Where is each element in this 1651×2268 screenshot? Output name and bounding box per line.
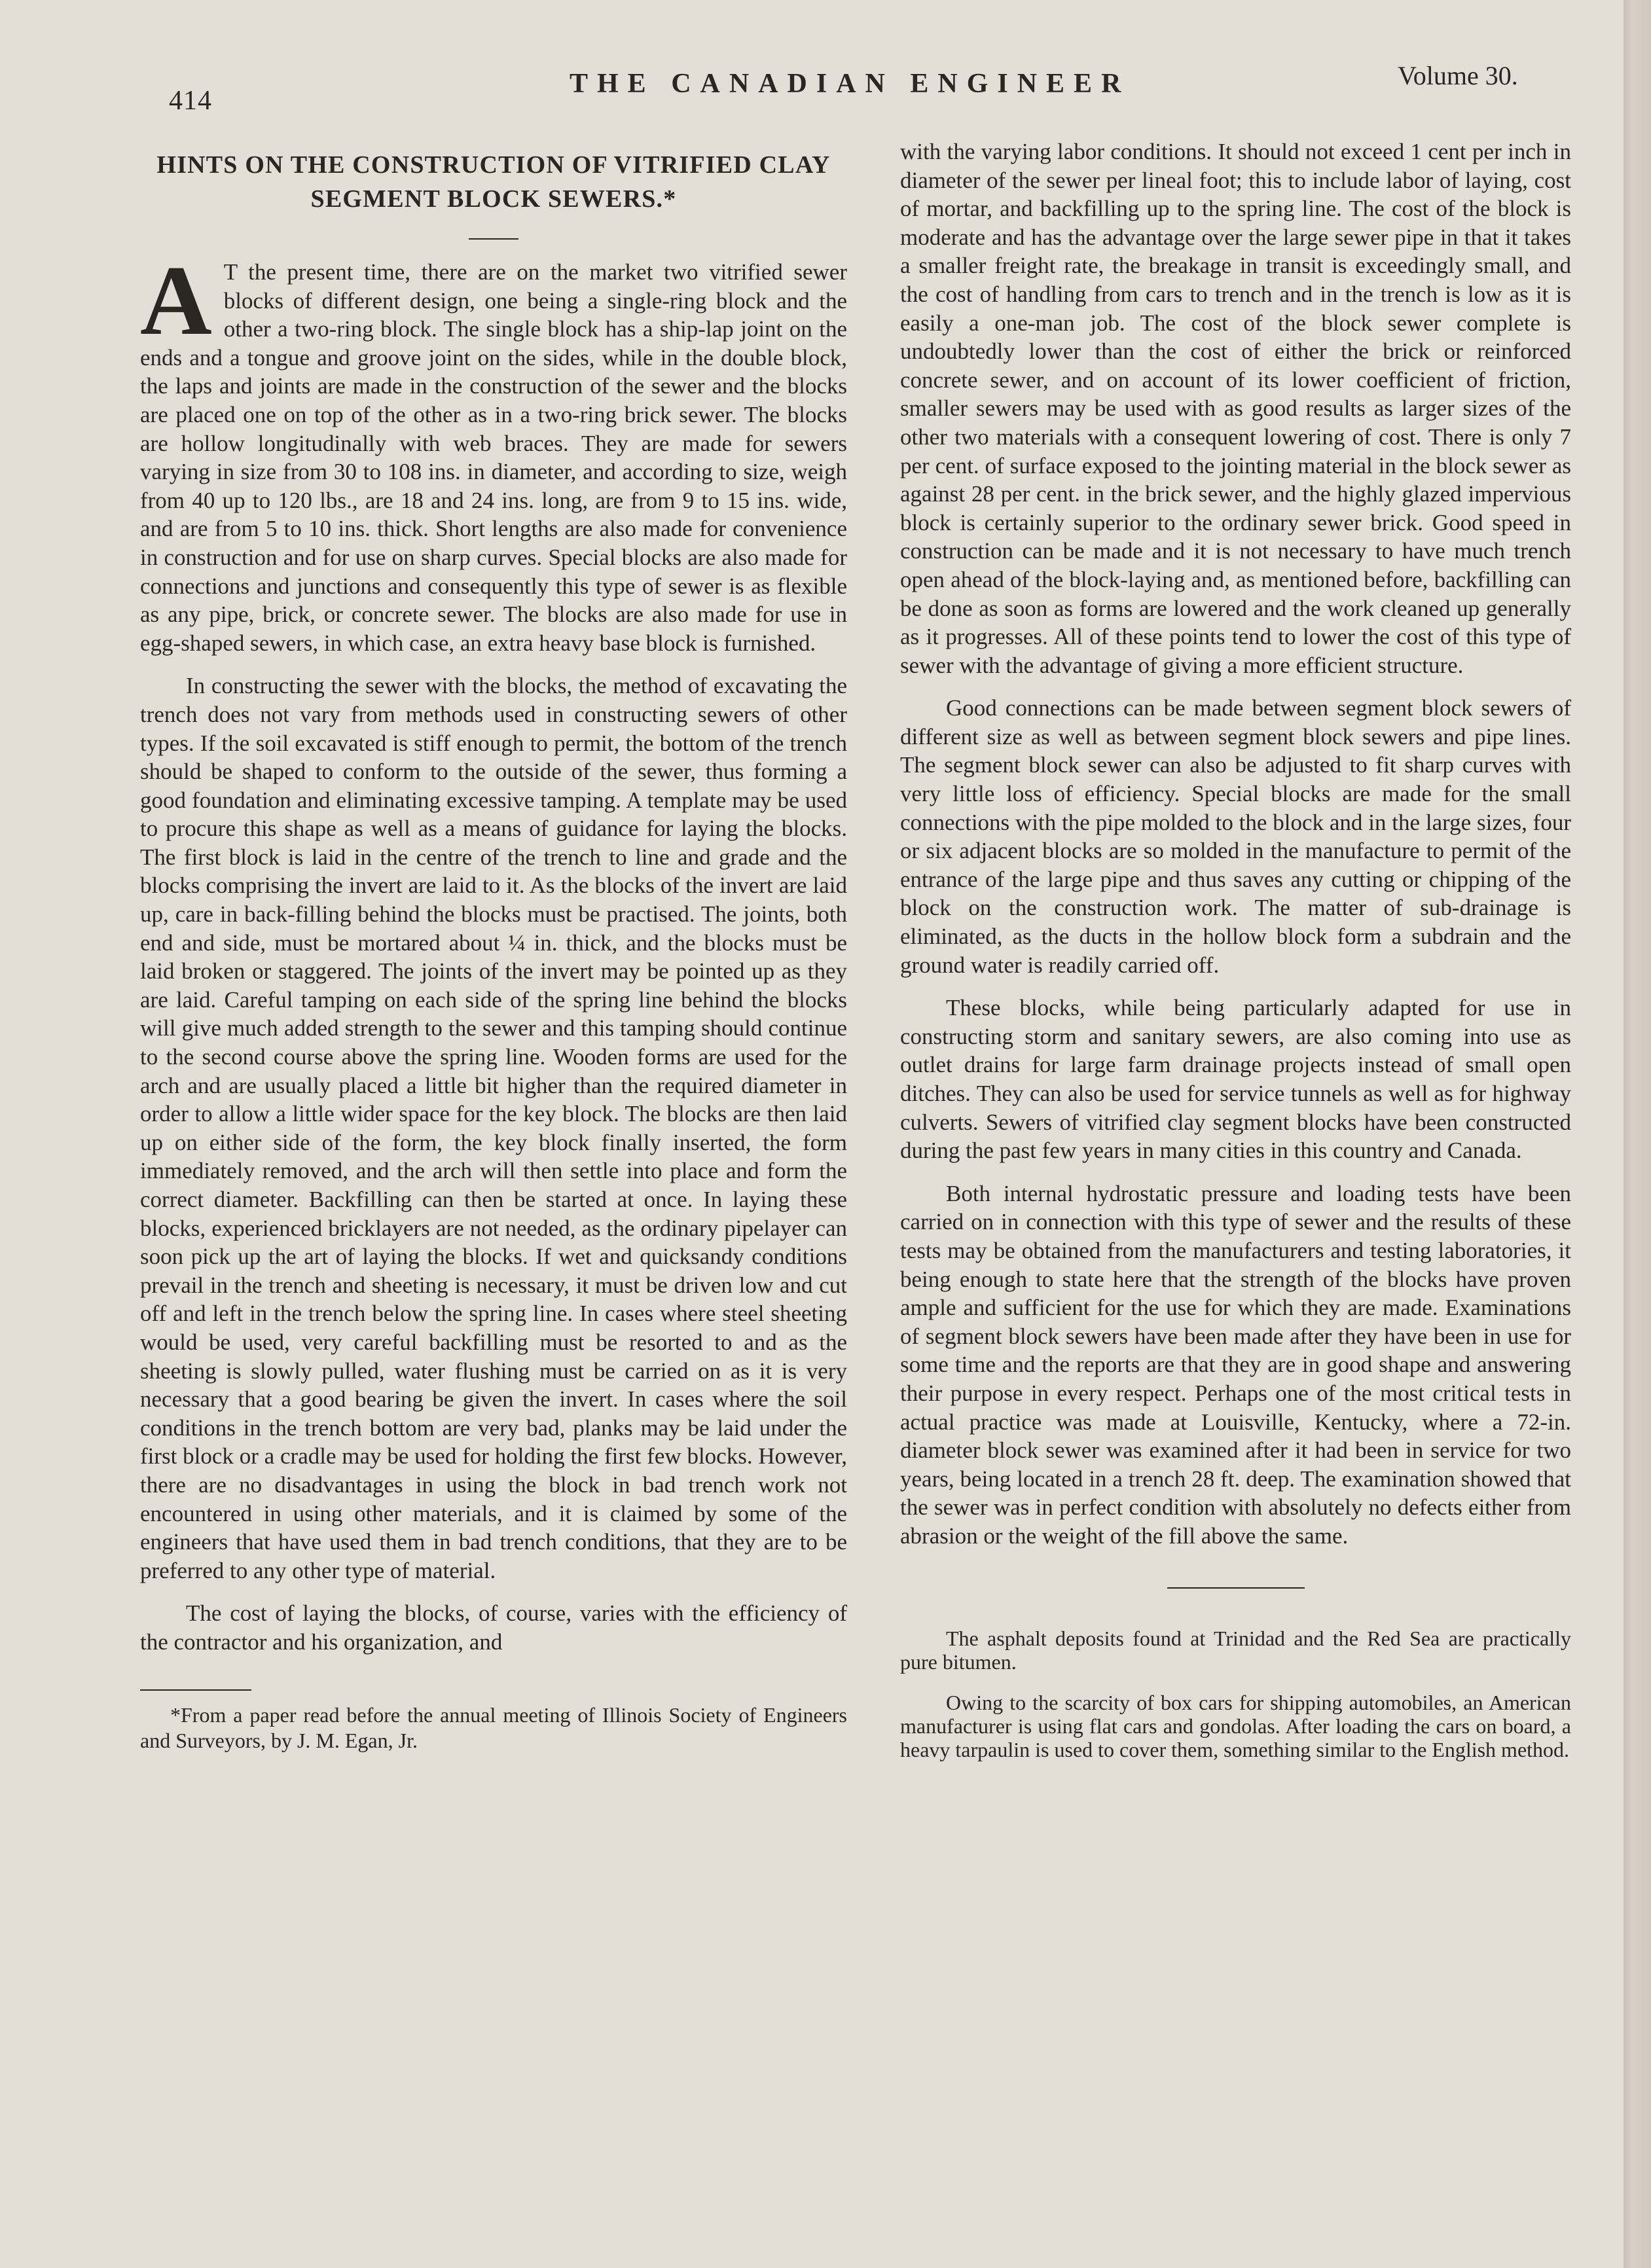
article-paragraph: These blocks, while being particularly adapted for use in constructing storm and sanitary sewers, are also coming into use as outlet drains for large farm drainage projects instead of small open ditches. They can also be used for service tunnels as well as for highway culverts. Sewers of vitrified clay segment blocks have been constructed during the past few years in many cities in this country and Canada. — [900, 995, 1571, 1164]
article-paragraph: Both internal hydrostatic pressure and loading tests have been carried on in connection with this type of sewer and the results of these tests may be obtained from the manufacturers and testing laboratories, it being enough to state here that the strength of the blocks have proven ample and sufficient for the use for which they are made. Examinations of segment block sewers have been made after they have been in use for some time and the reports are that they are in good shape and answering their purpose in every respect. Perhaps one of the most critical tests in actual practice was made at Louisville, Kentucky, where a 72-in. diameter block sewer was examined after it had been in service for two years, being located in a trench 28 ft. deep. The examination showed that the sewer was in perfect condition with absolutely no defects either from abrasion or the weight of the fill above the same. — [900, 1180, 1571, 1549]
article-paragraph — [140, 245, 847, 657]
right-column — [900, 137, 1571, 1761]
article-paragraph: Good connections can be made between segment block sewers of different size as well as between segment block sewers and pipe lines. The segment block sewer can also be adjusted to fit sharp curves with very little loss of efficiency. Special blocks are made for the small connections with the pipe molded to the block and in the large sizes, four or six adjacent blocks are so molded in the manufacture to permit of the entrance of the large pipe and thus saves any cutting or chipping of the block on the construction work. The matter of sub-drainage is eliminated, as the ducts in the hollow block form a subdrain and the ground water is readily carried off. — [900, 695, 1571, 978]
footnote: *From a paper read before the annual meeting of Illinois Society of Engineers and Surveyors, by J. M. Egan, Jr. — [140, 1702, 847, 1752]
section-divider — [1167, 1587, 1305, 1589]
paragraph-text: T the present time, there are on the market two vitrified sewer blocks of different design, one being a single-ring block and the other a two-ring block. The single block has a ship-lap joint on the ends and a tongue and groove joint on the sides, while in the double block, the laps and joints are made in the construction of the sewer and the blocks are placed one on top of the other as in a two-ring brick sewer. The blocks are hollow longitudinally with web braces. They are made for sewers varying in size from 30 to 108 ins. in diameter, and according to size, weigh from 40 up to 120 lbs., are 18 and 24 ins. long, are from 9 to 15 ins. wide, and are from 5 to 10 ins. thick. Short lengths are also made for convenience in construction and for use on sharp curves. Special blocks are also made for connections and junctions and consequently this type of sewer is as flexible as any pipe, brick, or concrete sewer. The blocks are also made for use in egg-shaped sewers, in which case, an extra heavy base block is furnished. — [140, 259, 847, 656]
volume-label: Volume 30. — [1398, 61, 1518, 90]
news-note: The asphalt deposits found at Trinidad and the Red Sea are practically pure bitumen. — [900, 1626, 1571, 1674]
drop-cap: A — [140, 245, 212, 355]
article-title: HINTS ON THE CONSTRUCTION OF VITRIFIED CLAY SEGMENT BLOCK SEWERS.* — [156, 151, 831, 213]
article-paragraph: with the varying labor conditions. It should not exceed 1 cent per inch in diameter of the sewer per lineal foot; this to include labor of laying, cost of mortar, and backfilling up to the spring line. The cost of the block is moderate and has the advantage over the large sewer pipe in that it takes a smaller freight rate, the breakage in transit is exceedingly small, and the cost of handling from cars to trench and in the trench is low as it is easily a one-man job. The cost of the block sewer complete is undoubtedly lower than the cost of either the brick or reinforced concrete sewer, and on account of its lower coefficient of friction, smaller sewers may be used with as good results as larger sizes of the other two materials with a consequent lowering of cost. There is only 7 per cent. of surface exposed to the jointing material in the block sewer as against 28 per cent. in the brick sewer, and the highly glazed impervious block is certainly superior to the ordinary sewer brick. Good speed in construction can be made and it is not necessary to have much trench open ahead of the block-laying and, as mentioned before, backfilling can be done as soon as forms are lowered and the work cleaned up generally as it progresses. All of these points tend to lower the cost of this type of sewer with the advantage of giving a more efficient structure. — [900, 139, 1571, 678]
article-paragraph: The cost of laying the blocks, of course, varies with the efficiency of the contractor and his organization, and — [140, 1600, 847, 1655]
left-column — [140, 145, 847, 1754]
page-number: 414 — [169, 86, 212, 116]
running-head: THE CANADIAN ENGINEER — [570, 69, 1131, 99]
title-divider — [469, 238, 518, 240]
page-edge — [1624, 0, 1651, 2268]
footnote-divider — [140, 1689, 251, 1691]
article-paragraph: In constructing the sewer with the blocks, the method of excavating the trench does not vary from methods used in constructing sewers of other types. If the soil excavated is stiff enough to permit, the bottom of the trench should be shaped to conform to the outside of the sewer, thus forming a good foundation and eliminating excessive tamping. A template may be used to procure this shape as well as a means of guidance for laying the blocks. The first block is laid in the centre of the trench to line and grade and the blocks comprising the invert are laid to it. As the blocks of the invert are laid up, care in back-filling behind the blocks must be practised. The joints, both end and side, must be mortared about ¼ in. thick, and the blocks must be laid broken or staggered. The joints of the invert may be pointed up as they are laid. Careful tamping on each side of the spring line behind the blocks will give much added strength to the sewer and this tamping should continue to the second course above the spring line. Wooden forms are used for the arch and are usually placed a little bit higher than the required diameter in order to allow a little wider space for the key block. The blocks are then laid up on either side of the form, the key block finally inserted, the form immediately removed, and the arch will then settle into place and form the correct diameter. Backfilling can then be started at once. In laying these blocks, experienced bricklayers are not needed, as the ordinary pipelayer can soon pick up the art of laying the blocks. If wet and quicksandy conditions prevail in the trench and sheeting is necessary, it must be driven low and cut off and left in the trench below the spring line. In cases where steel sheeting would be used, very careful backfilling must be resorted to and as the sheeting is slowly pulled, water flushing must be carried on as it is very necessary that a good bearing be given the invert. In cases where the soil conditions in the trench bottom are very bad, planks may be laid under the first block or a cradle may be used for holding the first few blocks. However, there are no disadvantages in using the block in bad trench work not encountered in using other materials, and it is claimed by some of the engineers that have used them in bad trench conditions, that they are to be preferred to any other type of material. — [140, 673, 847, 1583]
news-note: Owing to the scarcity of box cars for shipping automobiles, an American manufacturer is using flat cars and gondolas. After loading the cars on board, a heavy tarpaulin is used to cover them, something similar to the English method. — [900, 1690, 1571, 1761]
